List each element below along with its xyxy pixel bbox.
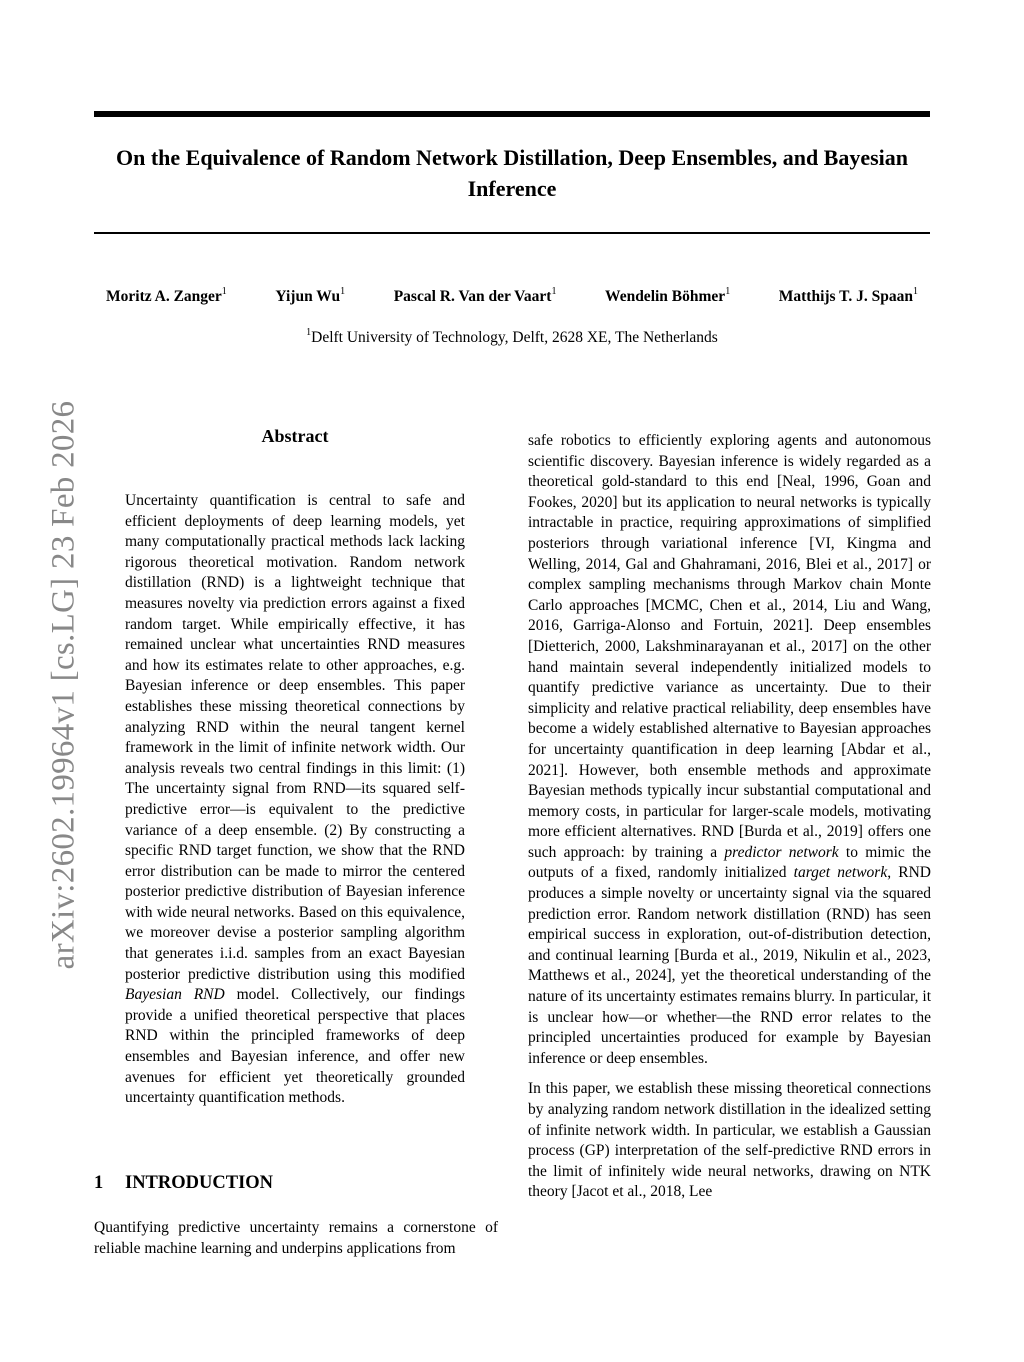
paper-title: On the Equivalence of Random Network Distillation, Deep Ensembles, and Bayesian Inference	[115, 145, 909, 201]
intro-paragraph: In this paper, we establish these missing theoretical connections by analyzing random network distillation in the idealized setting of infinite network width. In particular, we establish a Gaussian process (GP) interpretation of the self-predictive RND errors in the limit of infinitely wide neural networks, drawing on NTK theory [Jacot et al., 2018, Lee	[528, 1080, 931, 1201]
intro-paragraph: safe robotics to efficiently exploring agents and autonomous scientific discovery. Bayesian inference is widely regarded as a theoretical gold-standard to this end [Neal, 1996, Goan and Fookes, 2020] but its application to neural networks is typically intractable in practice, requiring approximations of simplified posteriors through variational inference [VI, Kingma and Welling, 2014, Gal and Ghahramani, 2016, Blei et al., 2017] or complex sampling mechanisms through Markov chain Monte Carlo approaches [MCMC, Chen et al., 2014, Liu and Wang, 2016, Garriga-Alonso and Fortuin, 2021]. Deep ensembles [Dietterich, 2000, Lakshminarayanan et al., 2017] on the other hand maintain several independently initialized models to quantify predictive variance as uncertainty. Due to their simplicity and relative practical reliability, deep ensembles have become a widely established alternative to Bayesian approaches for uncertainty quantification in deep learning [Abdar et al., 2021]. However, both ensemble methods and approximate Bayesian methods typically incur substantial computational and memory costs, in particular for larger-scale models, motivating more efficient alternatives. RND [Burda et al., 2019] offers one such approach: by training a predictor network to mimic the outputs of a fixed, randomly initialized target network, RND produces a simple novelty or uncertainty signal via the squared prediction error. Random network distillation (RND) has seen empirical success in exploration, out-of-distribution detection, and continual learning [Burda et al., 2019, Nikulin et al., 2023, Matthews et al., 2024], yet the theoretical understanding of the nature of its uncertainty estimates remains blurry. In particular, it is unclear how—or whether—the RND error relates to the principled uncertainties produced for example by Bayesian inference or deep ensembles.	[528, 432, 932, 1067]
right-column	[528, 431, 931, 1213]
author: Pascal R. Van der Vaart$^1$	[393, 286, 557, 305]
author: Moritz A. Zanger$^1$	[106, 286, 227, 305]
abstract-text: Uncertainty quantification is central to safe and efficient deployments of deep learning models, yet many computationally practical methods lack lacking rigorous theoretical motivation. Random network distillation (RND) is a lightweight technique that measures novelty via prediction errors against a fixed random target. While empirically effective, it has remained unclear what uncertainties RND measures and how its estimates relate to other approaches, e.g. Bayesian inference or deep ensembles. This paper establishes these missing theoretical connections by analyzing RND within the neural tangent kernel framework in the limit of infinite network width. Our analysis reveals two central findings in this limit: (1) The uncertainty signal from RND—its squared self-predictive error—is equivalent to the predictive variance of a deep ensemble. (2) By constructing a specific RND target function, we show that the RND error distribution can be made to mirror the centered posterior predictive distribution of Bayesian inference with wide neural networks. Based on this equivalence, we moreover devise a posterior sampling algorithm that generates i.i.d. samples from an exact Bayesian posterior predictive distribution using this modified Bayesian RND model. Collectively, our findings provide a unified theoretical perspective that places RND within the principled frameworks of deep ensembles and Bayesian inference, and offer new avenues for efficient yet theoretically grounded uncertainty quantification methods.	[125, 492, 465, 1107]
author: Wendelin Böhmer$^1$	[605, 286, 731, 305]
author-list	[94, 288, 930, 306]
title-top-rule	[94, 111, 930, 117]
arxiv-identifier: arXiv:2602.19964v1 [cs.LG] 23 Feb 2026	[45, 400, 82, 970]
title-bottom-rule	[94, 232, 930, 234]
affiliation: $^1$Delft University of Technology, Delft, 2628 XE, The Netherlands	[306, 327, 718, 346]
intro-paragraph-left: Quantifying predictive uncertainty remains a cornerstone of reliable machine learning and underpins applications from	[94, 1219, 498, 1257]
section-heading-introduction: 1 INTRODUCTION	[94, 1173, 274, 1193]
author: Matthijs T. J. Spaan$^1$	[778, 286, 918, 305]
abstract-heading: Abstract	[261, 426, 329, 446]
author: Yijun Wu$^1$	[275, 286, 346, 305]
